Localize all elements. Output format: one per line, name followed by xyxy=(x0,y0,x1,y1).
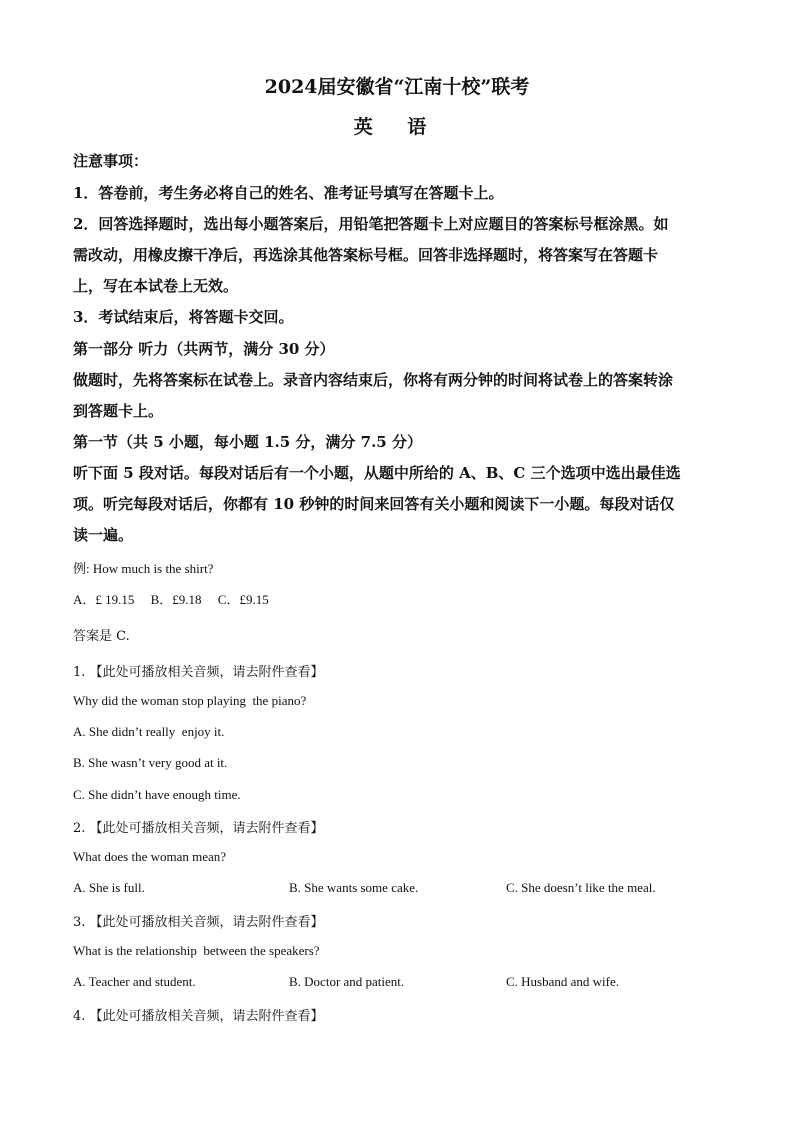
question-1-text: Why did the woman stop playing the piano? xyxy=(73,693,307,708)
question-2-text: What does the woman mean? xyxy=(73,849,227,864)
notice-item-2-line-1: 2．回答选择题时，选出每小题答案后，用铅笔把答题卡上对应题目的答案标号框涂黑。如 xyxy=(73,215,669,233)
question-4-label: 4. 【此处可播放相关音频，请去附件查看】 xyxy=(73,1009,324,1024)
question-1-option-c: C. She didn’t have enough time. xyxy=(73,787,241,802)
notice-item-1: 1．答卷前，考生务必将自己的姓名、准考证号填写在答题卡上。 xyxy=(73,184,504,202)
question-2-option-a: A. She is full. xyxy=(73,880,145,895)
section1-instruction-line-3: 读一遍。 xyxy=(73,526,134,544)
exam-subject: 英 语 xyxy=(353,116,441,138)
notice-heading: 注意事项： xyxy=(73,152,149,170)
question-1-option-a: A. She didn’t really enjoy it. xyxy=(73,724,225,739)
question-3-option-a: A. Teacher and student. xyxy=(73,974,196,989)
question-3-option-b: B. Doctor and patient. xyxy=(289,974,405,989)
part1-instruction-line-1: 做题时，先将答案标在试卷上。录音内容结束后，你将有两分钟的时间将试卷上的答案转涂 xyxy=(73,371,674,389)
notice-item-2-line-3: 上，写在本试卷上无效。 xyxy=(73,277,239,295)
example-question: 例: How much is the shirt? xyxy=(73,561,214,576)
question-2-option-b: B. She wants some cake. xyxy=(289,880,419,895)
section1-instruction-line-1: 听下面 5 段对话。每段对话后有一个小题，从题中所给的 A、B、C 三个选项中选出最佳选 xyxy=(73,464,681,482)
example-options: A．£ 19.15 B．£9.18 C．£9.15 xyxy=(73,592,269,607)
question-2-option-c: C. She doesn’t like the meal. xyxy=(506,880,656,895)
question-3-label: 3. 【此处可播放相关音频，请去附件查看】 xyxy=(73,915,324,930)
section1-instruction-line-2: 项。听完每段对话后，你都有 10 秒钟的时间来回答有关小题和阅读下一小题。每段对话仅 xyxy=(73,495,675,513)
question-3-text: What is the relationship between the speakers? xyxy=(73,943,320,958)
example-answer: 答案是 C. xyxy=(73,629,130,644)
question-1-label: 1. 【此处可播放相关音频，请去附件查看】 xyxy=(73,665,324,680)
notice-item-3: 3．考试结束后，将答题卡交回。 xyxy=(73,308,294,326)
section1-heading: 第一节（共 5 小题，每小题 1.5 分，满分 7.5 分） xyxy=(73,433,422,451)
part1-heading: 第一部分 听力（共两节，满分 30 分） xyxy=(73,340,335,358)
question-2-label: 2. 【此处可播放相关音频，请去附件查看】 xyxy=(73,821,324,836)
exam-title: 2024届安徽省“江南十校”联考 xyxy=(264,76,530,98)
part1-instruction-line-2: 到答题卡上。 xyxy=(73,402,164,420)
notice-item-2-line-2: 需改动，用橡皮擦干净后，再选涂其他答案标号框。回答非选择题时，将答案写在答题卡 xyxy=(73,246,659,264)
question-3-option-c: C. Husband and wife. xyxy=(506,974,620,989)
question-1-option-b: B. She wasn’t very good at it. xyxy=(73,755,228,770)
